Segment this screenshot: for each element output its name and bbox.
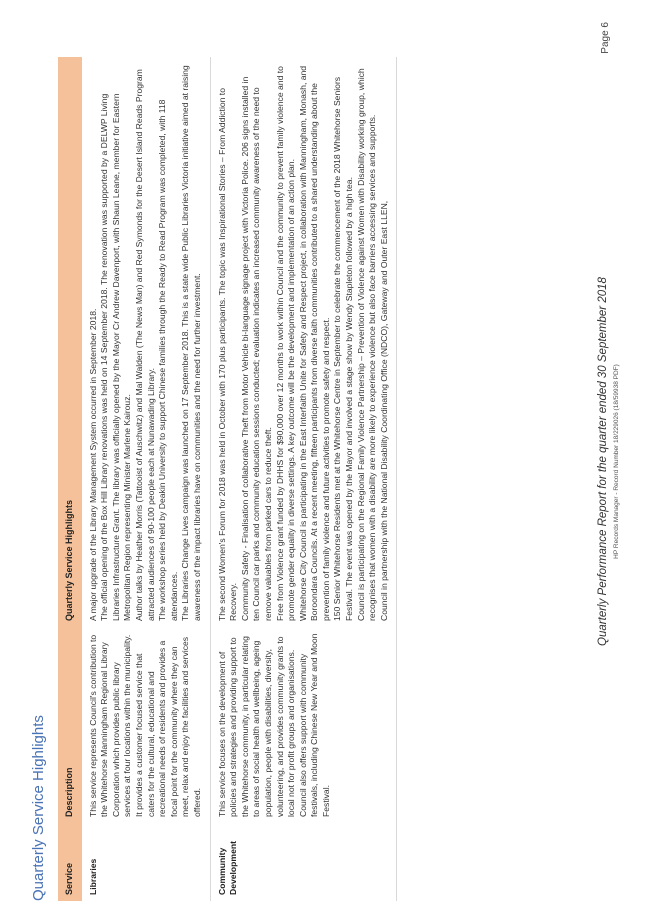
- footer-record-reference: HP Records Manager - Record Number 18/229026 (18/59938 PDF): [613, 364, 620, 559]
- highlight-item: Community Safety - Finalisation of collaborative Theft from Motor Vehicle bi-language signage project with Victoria Police. 206 signs installed in ten Council car parks and community education sessions conducted; evaluation indicates an increased community awareness of the need to remove valuables from parked cars to reduce theft.: [239, 76, 273, 621]
- highlight-item: The workshop series held by Deakin University to support Chinese families through the Ready to Read Program was completed, with 118 attendances.: [157, 99, 179, 621]
- service-name: Community Development: [210, 823, 397, 901]
- service-highlights: [82, 57, 210, 627]
- highlight-item: Council is participating on the Regional Family Violence Partnership – Prevention of Violence against Women with Disability working group, which recognises that women with a disability are more likely to experience violence but also face barriers accessing services and supports.: [355, 68, 378, 621]
- header-description: Description: [58, 627, 82, 823]
- highlight-item: 150 Senior Whitehorse Residents met at the Whitehorse Centre in September to celebrate the commencement of the 2018 Whitehorse Seniors Festival. The event was opened by the Mayor and involved a stage show by Wendy Stapleton followed by a high tea.: [332, 76, 355, 621]
- table-header-row: [58, 57, 82, 901]
- header-service: Service: [58, 823, 82, 901]
- service-description: This service represents Council's contribution to the Whitehorse Manningham Regional Library Corporation which provides public library services at four locations within the municipality. It provides a customer focused service that caters for the cultural, educational and recreational needs of residents and provides a focal point for the community where they can meet, relax and enjoy the facilities and services offered.: [82, 627, 210, 823]
- highlight-item: Author talks by Heather Morris (Tattooist of Auschwitz) and Mal Walden (The News Man) and Red Symonds for the Desert Island Reads Program attracted audiences of 90-100 people each at Nunawading Library.: [133, 69, 156, 621]
- service-description: This service focuses on the development of policies and strategies and providing support to the Whitehorse community, in particular relating to areas of social health and wellbeing, ageing population, people with disabilities, diversity, volunteering, and provides community grants to local not for profit groups and organisations. Council also offers support with community festivals, including Chinese New Year and Moon Festival.: [210, 627, 397, 823]
- service-highlights-table: [58, 57, 397, 901]
- header-highlights: Quarterly Service Highlights: [58, 57, 82, 627]
- page-number: Page 6: [600, 22, 611, 54]
- highlight-item: The second Women's Forum for 2018 was held in October with 170 plus participants. The topic was Inspirational Stories – From Addiction to Recovery.: [216, 88, 239, 621]
- highlight-item: The official opening of the Box Hill Library renovations was held on 14 September 2018. The renovation was supported by a DELWP Living Libraries Infrastructure Grant. The library was officially opened by the Mayor Cr Andrew Davenport, with Shaun Leane, member for Eastern Metropolitan Region representing Minister Marlene Kairouz.: [99, 93, 133, 621]
- footer-report-title: Quarterly Performance Report for the quarter ended 30 September 2018: [597, 277, 609, 646]
- highlight-item: A major upgrade of the Library Management System occurred in September 2018.: [87, 308, 98, 621]
- service-name: Libraries: [82, 823, 210, 901]
- highlight-item: Whitehorse City Council is participating in the East Interfaith Unite for Safety and Respect project, in collaboration with Manningham, Monash, and Boroondara Councils. At a recent meeting, fifteen participants from diverse faith communities contributed to a shared understanding about the prevention of family violence and future activities to promote safety and respect.: [297, 65, 331, 621]
- highlight-item: Free from Violence grant funded by DHHS for $90,000 over 12 months to work within Council and the community to prevent family violence and to promote gender equality in diverse settings. A key outcome will be the development and implementation of an action plan.: [274, 66, 297, 621]
- table-row: [210, 57, 397, 901]
- table-row: [82, 57, 210, 901]
- page-heading: Quarterly Service Highlights: [30, 715, 47, 901]
- highlight-item: Council in partnership with the National Disability Coordinating Office (NDCO), Gateway and Outer East LLEN,: [378, 200, 389, 621]
- highlight-item: The Libraries Change Lives campaign was launched on 17 September 2018. This is a state wide Public Libraries Victoria initiative aimed at raising awareness of the impact libraries have on communities and the need for further investment.: [180, 65, 202, 621]
- service-highlights: [210, 57, 397, 627]
